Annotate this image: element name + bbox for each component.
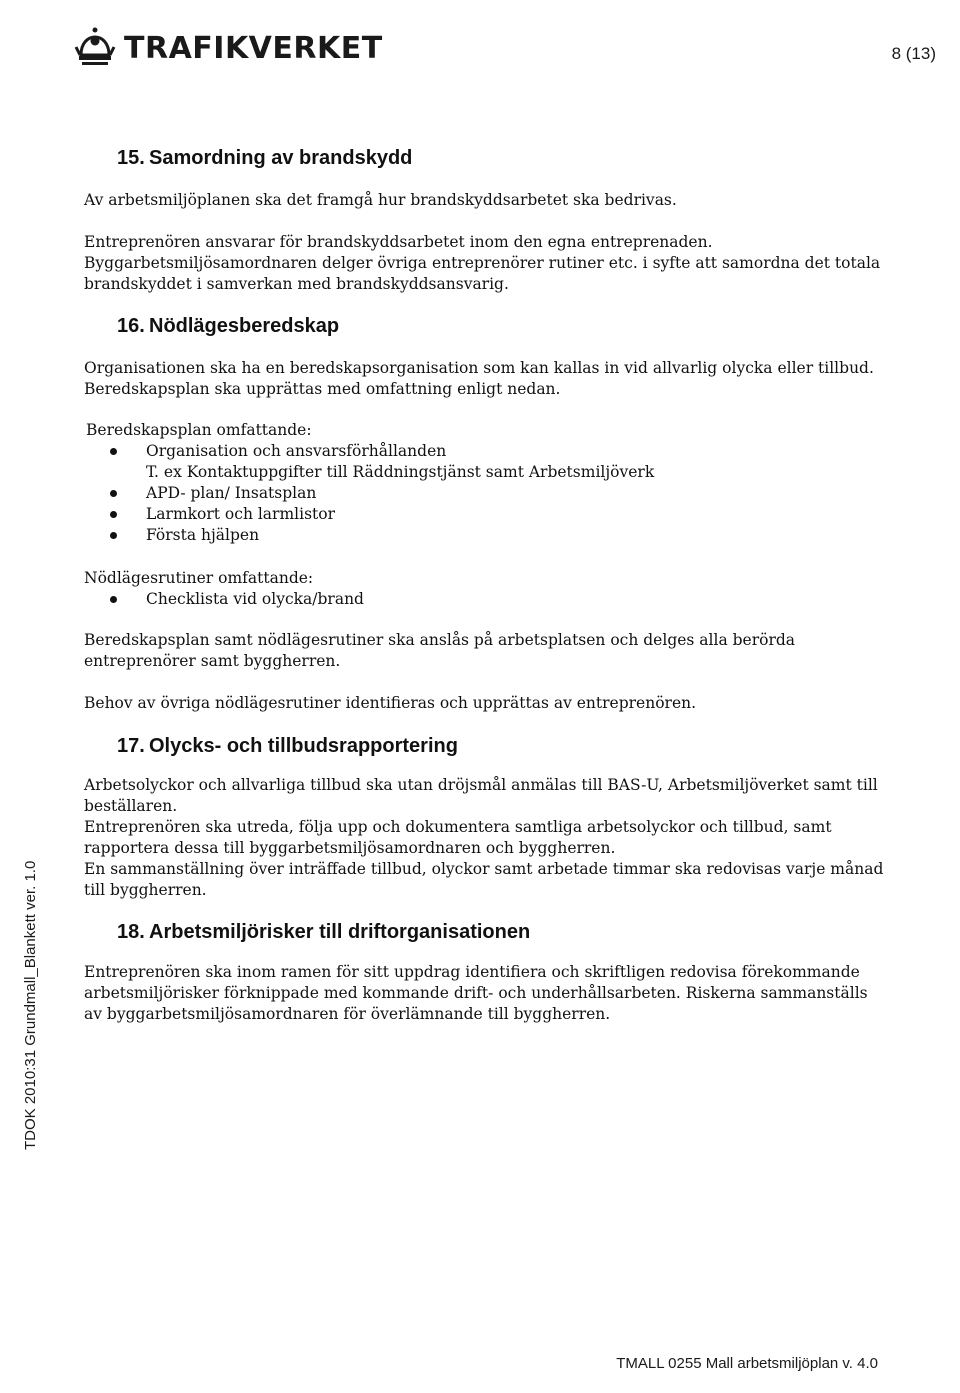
text-line: arbetsmiljörisker förknippade med kommande drift- och underhållsarbeten. Riskerna sammanställs bbox=[84, 984, 868, 1002]
list-label: Nödlägesrutiner omfattande: bbox=[84, 569, 314, 587]
text-line: beställaren. bbox=[84, 797, 178, 815]
text-line: Av arbetsmiljöplanen ska det framgå hur brandskyddsarbetet ska bedrivas. bbox=[84, 191, 677, 209]
bullet-icon bbox=[110, 532, 117, 539]
trafikverket-logo bbox=[72, 24, 383, 72]
bullet-list bbox=[110, 441, 654, 546]
section-number: 16. bbox=[117, 315, 145, 337]
list-item: Larmkort och larmlistor bbox=[110, 504, 654, 525]
section-title: Samordning av brandskydd bbox=[149, 147, 413, 169]
bullet-icon bbox=[110, 490, 117, 497]
list-item: APD- plan/ Insatsplan bbox=[110, 483, 654, 504]
list-item: T. ex Kontaktuppgifter till Räddningstjänst samt Arbetsmiljöverk bbox=[146, 463, 655, 481]
paragraph bbox=[84, 190, 884, 211]
text-line: En sammanställning över inträffade tillbud, olyckor samt arbetade timmar ska redovisas varje månad bbox=[84, 860, 884, 878]
text-line: Beredskapsplan samt nödlägesrutiner ska anslås på arbetsplatsen och delges alla berörda bbox=[84, 631, 796, 649]
text-line: rapportera dessa till byggarbetsmiljösamordnaren och byggherren. bbox=[84, 839, 616, 857]
text-line: till byggherren. bbox=[84, 881, 207, 899]
section-16-heading bbox=[117, 315, 339, 338]
section-title: Olycks- och tillbudsrapportering bbox=[149, 735, 458, 757]
bullet-icon bbox=[110, 596, 117, 603]
text-line: Byggarbetsmiljösamordnaren delger övriga entreprenörer rutiner etc. i syfte att samordna det totala bbox=[84, 254, 881, 272]
page-number: 8 (13) bbox=[891, 44, 936, 63]
text-line: Entreprenören ska utreda, följa upp och dokumentera samtliga arbetsolyckor och tillbud, samt bbox=[84, 818, 832, 836]
section-title: Arbetsmiljörisker till driftorganisationen bbox=[149, 921, 531, 943]
text-line: entreprenörer samt byggherren. bbox=[84, 652, 341, 670]
bullet-list bbox=[110, 589, 364, 610]
text-line: brandskyddet i samverkan med brandskyddsansvarig. bbox=[84, 275, 509, 293]
bullet-icon bbox=[110, 511, 117, 518]
text-line: Entreprenören ansvarar för brandskyddsarbetet inom den egna entreprenaden. bbox=[84, 233, 713, 251]
section-18-heading bbox=[117, 921, 530, 944]
text-line: av byggarbetsmiljösamordnaren för överlämnande till byggherren. bbox=[84, 1005, 611, 1023]
section-17-heading bbox=[117, 735, 458, 758]
section-number: 17. bbox=[117, 735, 145, 757]
logo-wordmark: TRAFIKVERKET bbox=[124, 30, 383, 66]
list-item: Första hjälpen bbox=[110, 525, 654, 546]
bullet-icon bbox=[110, 448, 117, 455]
paragraph bbox=[84, 693, 884, 714]
list-label: Beredskapsplan omfattande: bbox=[86, 421, 312, 439]
section-number: 18. bbox=[117, 921, 145, 943]
section-title: Nödlägesberedskap bbox=[149, 315, 340, 337]
paragraph bbox=[84, 775, 884, 901]
paragraph bbox=[84, 962, 884, 1025]
list-item: Checklista vid olycka/brand bbox=[110, 589, 364, 610]
paragraph bbox=[84, 358, 884, 400]
text-line: Behov av övriga nödlägesrutiner identifieras och upprättas av entreprenören. bbox=[84, 694, 697, 712]
paragraph bbox=[84, 630, 884, 672]
crown-emblem-icon bbox=[72, 25, 118, 71]
section-number: 15. bbox=[117, 147, 145, 169]
section-15-heading bbox=[117, 147, 412, 170]
text-line: Organisationen ska ha en beredskapsorganisation som kan kallas in vid allvarlig olycka eller tillbud. bbox=[84, 359, 874, 377]
list-item: Organisation och ansvarsförhållanden bbox=[110, 441, 654, 462]
text-line: Entreprenören ska inom ramen för sitt uppdrag identifiera och skriftligen redovisa förekommande bbox=[84, 963, 860, 981]
text-line: Arbetsolyckor och allvarliga tillbud ska utan dröjsmål anmälas till BAS-U, Arbetsmiljöverket samt till bbox=[84, 776, 878, 794]
paragraph bbox=[84, 232, 884, 295]
text-line: Beredskapsplan ska upprättas med omfattning enligt nedan. bbox=[84, 380, 561, 398]
template-version-sidebar: TDOK 2010:31 Grundmall_Blankett ver. 1.0 bbox=[22, 860, 39, 1150]
template-footer: TMALL 0255 Mall arbetsmiljöplan v. 4.0 bbox=[616, 1355, 878, 1372]
